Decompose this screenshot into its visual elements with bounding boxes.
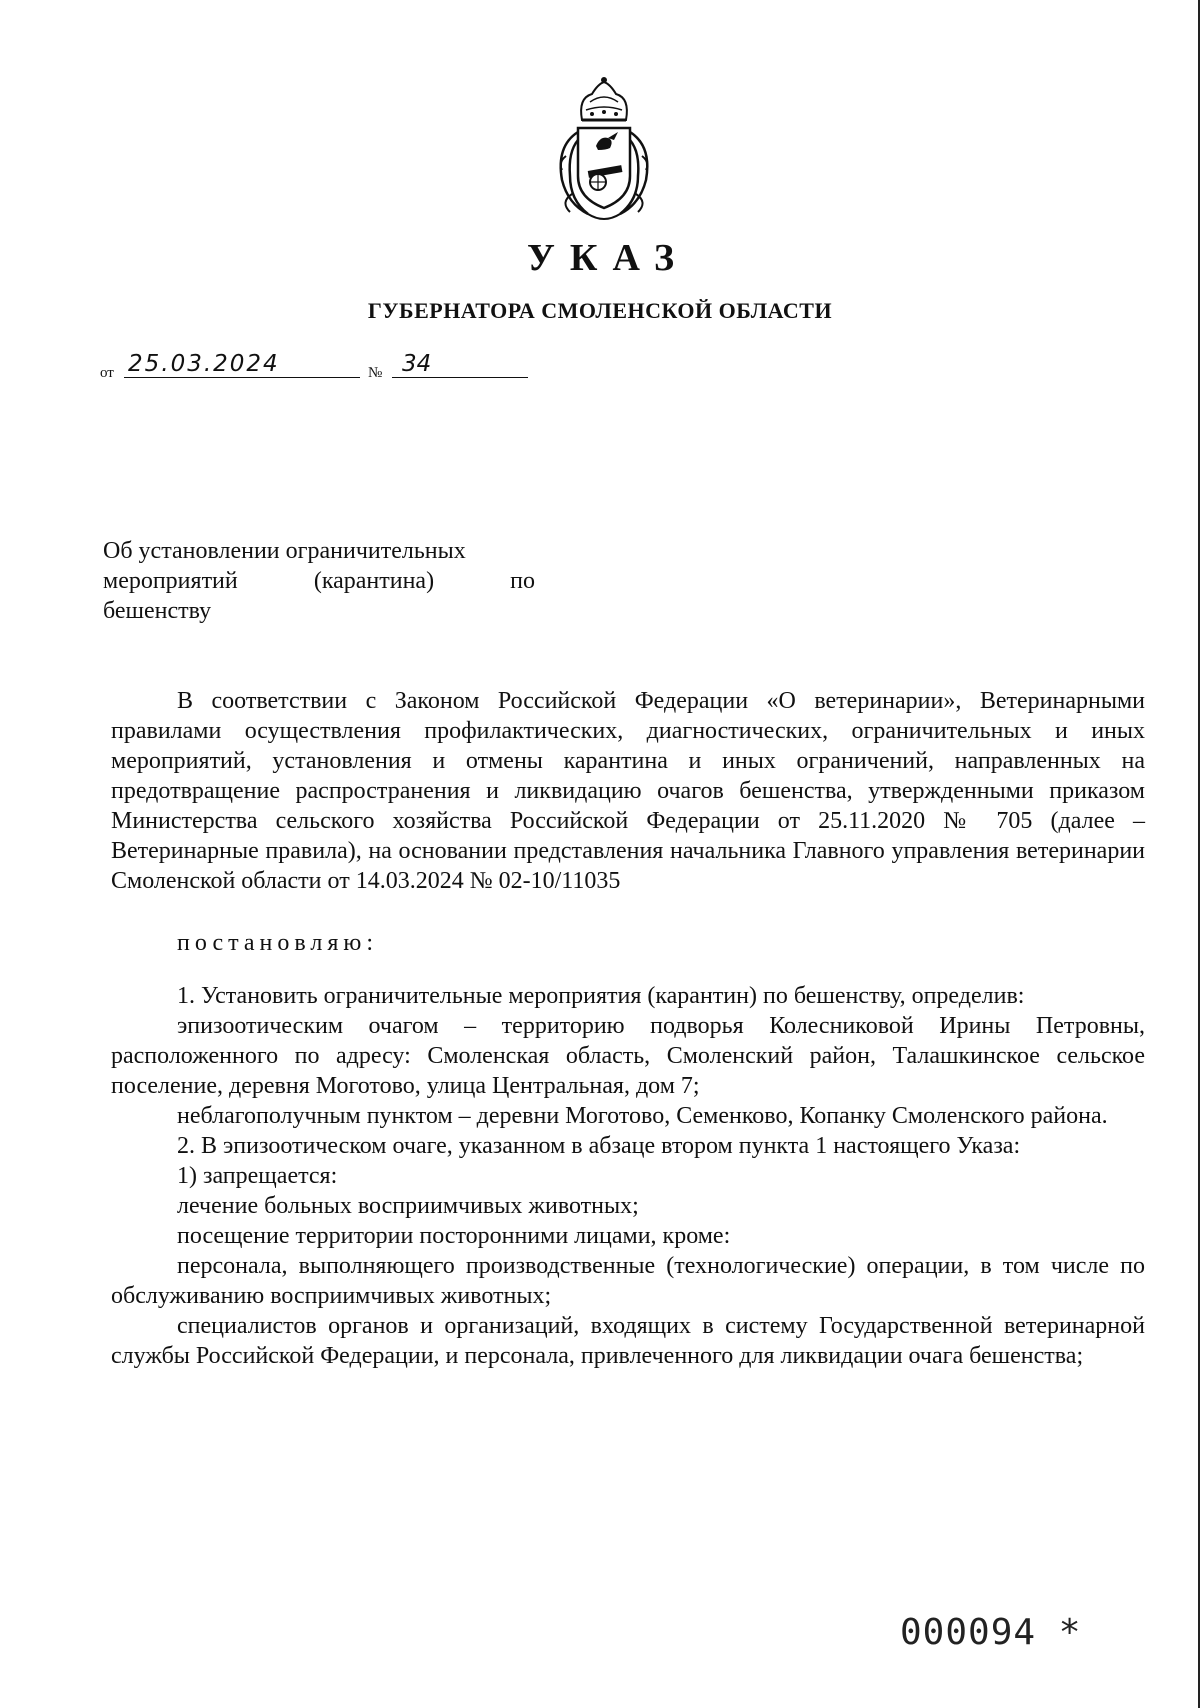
body-paragraph: неблагополучным пунктом – деревни Моготово, Семенково, Копанку Смоленского района. (177, 1103, 1108, 1129)
number-underline (392, 377, 528, 378)
handwritten-number: 34 (402, 351, 432, 377)
date-prefix: от (100, 365, 114, 381)
body-paragraph: персонала, выполняющего производственные (технологические) операции, в том числе по обслуживанию восприимчивых животных; (111, 1253, 1145, 1309)
date-number-line (100, 351, 540, 385)
body-paragraph: лечение больных восприимчивых животных; (177, 1193, 639, 1219)
body-paragraph: 1. Установить ограничительные мероприятия (карантин) по бешенству, определив: (177, 983, 1025, 1009)
document-body (111, 686, 1145, 1371)
document-title: УКАЗ (527, 237, 689, 279)
smolensk-coat-of-arms-emblem (548, 76, 660, 226)
document-subtitle: ГУБЕРНАТОРА СМОЛЕНСКОЙ ОБЛАСТИ (367, 298, 833, 323)
subject-line-2: мероприятий (карантина) по (103, 568, 535, 594)
page-serial-number: 000094 * (900, 1612, 1082, 1653)
document-subject (103, 536, 535, 626)
preamble-paragraph: В соответствии с Законом Российской Федерации «О ветеринарии», Ветеринарными правилами осуществления профилактических, диагностических, ограничительных и иных мероприятий, установления и отмены карантина и иных ограничений, направленных на предотвращение распространения и ликвидацию очагов бешенства, утвержденными приказом Министерства сельского хозяйства Российской Федерации от 25.11.2020 № 705 (далее – Ветеринарные правила), на основании представления начальника Главного управления ветеринарии Смоленской области от 14.03.2024 № 02-10/11035 (111, 688, 1145, 894)
body-paragraph: эпизоотическим очагом – территорию подворья Колесниковой Ирины Петровны, расположенного по адресу: Смоленская область, Смоленский район, Талашкинское сельское поселение, деревня Моготово, улица Центральная, дом 7; (111, 1013, 1145, 1099)
subject-line-3: бешенству (103, 598, 212, 624)
date-underline (124, 377, 360, 378)
handwritten-date: 25.03.2024 (128, 351, 280, 377)
number-prefix: № (368, 365, 383, 381)
body-paragraph: 2. В эпизоотическом очаге, указанном в абзаце втором пункта 1 настоящего Указа: (177, 1133, 1021, 1159)
body-paragraph: 1) запрещается: (177, 1163, 338, 1189)
subject-line-1: Об установлении ограничительных (103, 538, 466, 564)
decree-word: постановляю: (177, 930, 378, 956)
body-paragraph: специалистов органов и организаций, входящих в систему Государственной ветеринарной службы Российской Федерации, и персонала, привлеченного для ликвидации очага бешенства; (111, 1313, 1145, 1369)
body-paragraph: посещение территории посторонними лицами, кроме: (177, 1223, 731, 1249)
